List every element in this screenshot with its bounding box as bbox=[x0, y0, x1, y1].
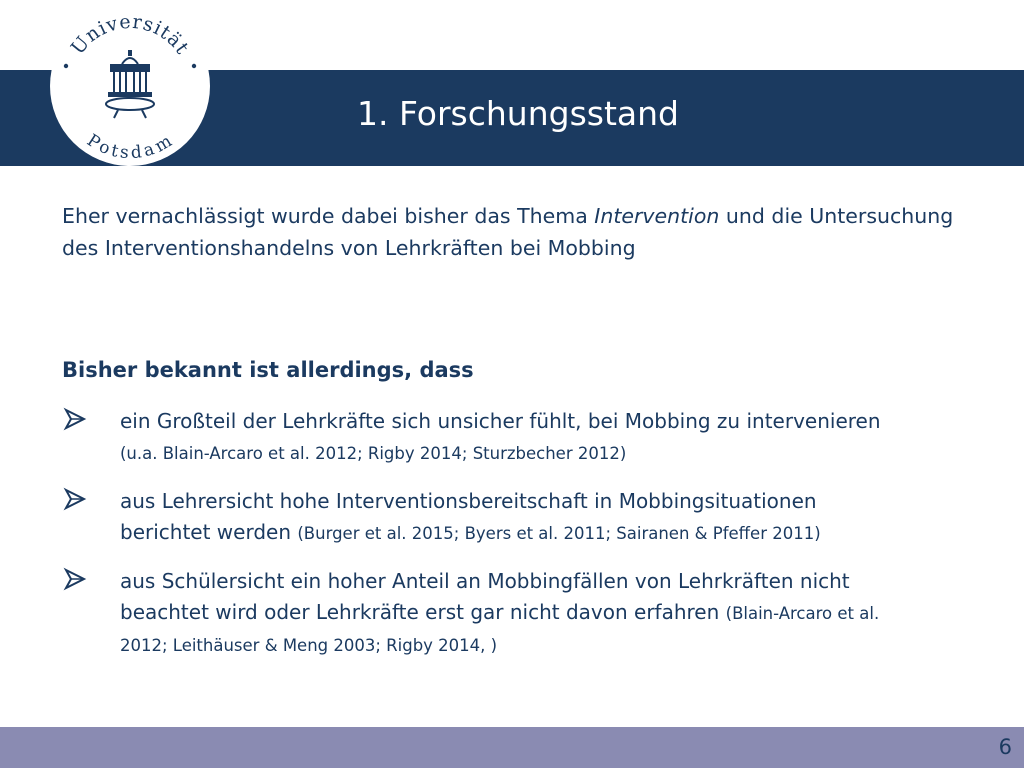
intro-paragraph bbox=[62, 200, 962, 264]
bullet-text bbox=[120, 486, 900, 549]
bullet-main-text: ein Großteil der Lehrkräfte sich unsicher fühlt, bei Mobbing zu intervenieren bbox=[120, 409, 881, 433]
bullet-text bbox=[120, 406, 900, 469]
slide-title: 1. Forschungsstand bbox=[357, 94, 679, 133]
seal-dot-left bbox=[64, 64, 68, 68]
seal-top-text: Universität bbox=[66, 10, 194, 59]
bullet-text bbox=[120, 566, 900, 661]
bullet-citation: (u.a. Blain-Arcaro et al. 2012; Rigby 2014; Sturzbecher 2012) bbox=[120, 444, 627, 463]
bullet-citation: (Burger et al. 2015; Byers et al. 2011; Sairanen & Pfeffer 2011) bbox=[297, 524, 821, 543]
intro-text-start: Eher vernachlässigt wurde dabei bisher das Thema bbox=[62, 204, 595, 228]
arrow-bullet-icon bbox=[62, 486, 88, 512]
arrow-bullet-icon bbox=[62, 566, 88, 592]
bullet-main-text: aus Schülersicht ein hoher Anteil an Mobbingfällen von Lehrkräften nicht beachtet wird oder Lehrkräfte erst gar nicht davon erfahren bbox=[120, 569, 850, 624]
footer-bar bbox=[0, 727, 1024, 768]
arrow-bullet-icon bbox=[62, 406, 88, 432]
intro-emphasis: Intervention bbox=[594, 204, 720, 228]
seal-dot-right bbox=[192, 64, 196, 68]
university-seal bbox=[48, 6, 212, 166]
seal-bottom-text: Potsdam bbox=[83, 130, 177, 164]
section-heading: Bisher bekannt ist allerdings, dass bbox=[62, 358, 474, 382]
intro-text-end: und die Untersuchung des Interventionshandelns von Lehrkräften bei Mobbing bbox=[62, 204, 954, 260]
bullet-citation: (Blain-Arcaro et al. 2012; Leithäuser & Meng 2003; Rigby 2014, ) bbox=[120, 604, 880, 655]
page-number: 6 bbox=[998, 735, 1012, 759]
bullet-main-text: aus Lehrersicht hohe Interventionsbereitschaft in Mobbingsituationen berichtet werden bbox=[120, 489, 817, 544]
university-logo bbox=[48, 6, 212, 166]
